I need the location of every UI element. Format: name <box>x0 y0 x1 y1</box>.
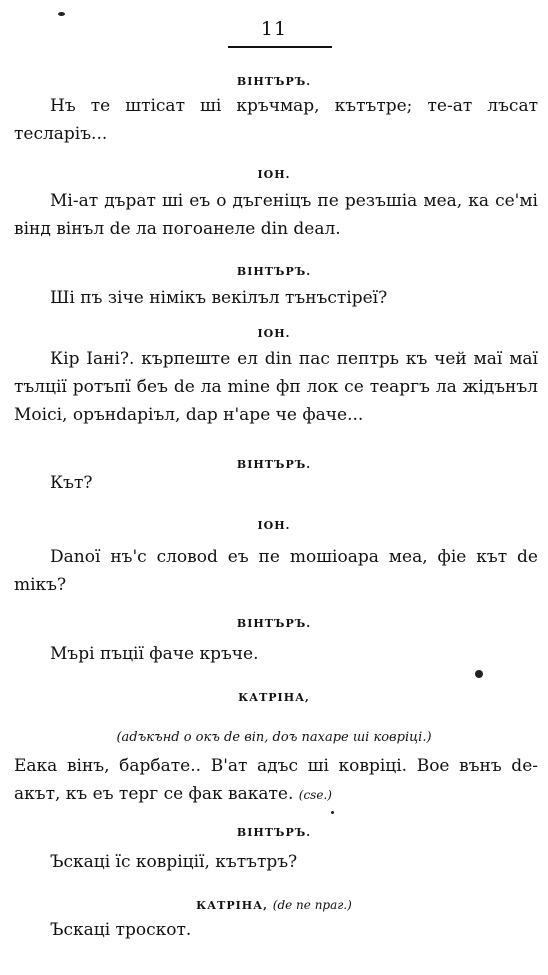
speaker-ion: ІОН. <box>257 327 291 340</box>
dialogue-line: Кір Іані?. кърпеште ел din пас пептрь къ чей маї маї тълції ротъпї беъ de ла mine фп лок се теаргъ ла жідънъл Моісі, орънdаріъл, dар н'аре че фаче... <box>14 349 538 425</box>
speaker-katrina-line <box>0 898 548 912</box>
speaker-vintar: ВІНТЪРЪ. <box>236 75 312 88</box>
dialogue-line: Кът? <box>50 473 93 493</box>
dialogue-line: Мърі пъції фаче кръче. <box>50 644 259 664</box>
speaker-ion: ІОН. <box>257 519 291 532</box>
dialogue-line: Мі-ат дърат ші еъ о дъгеніцъ пе резъшіа меа, ка се'мі вінд вінъл de ла погоанеле din deал. <box>14 191 538 239</box>
ink-speck <box>58 12 65 16</box>
dialogue-line: Danої нъ'с словоd еъ пе mошіоара меа, фіе кът de mікъ? <box>14 547 538 595</box>
speaker-katrina: КАТРІНА, <box>196 899 268 912</box>
dialogue-text: Еака вінъ, барбате.. В'ат адъс ші ковріці. Вое вънъ de-акът, къ еъ терг се фак вакате. <box>14 756 538 804</box>
dialogue-line: Ъскаці їс ковріції, кътътръ? <box>50 852 298 872</box>
ink-speck <box>475 670 483 678</box>
speaker-vintar: ВІНТЪРЪ. <box>236 458 312 471</box>
dialogue-line: Ъскаці троскот. <box>50 920 192 940</box>
stage-direction: (de пе праг.) <box>272 898 352 912</box>
header-rule <box>228 46 332 48</box>
dialogue-line: Ші пъ зіче німікъ векілъл тънъстіреї? <box>50 288 388 308</box>
dialogue-line: Нъ те штісат ші кръчмар, кътътре; те-ат лъсат тесларіъ... <box>14 96 538 144</box>
speaker-vintar: ВІНТЪРЪ. <box>236 826 312 839</box>
speaker-ion: ІОН. <box>257 168 291 181</box>
page-number: 11 <box>260 18 288 40</box>
dialogue-line <box>14 752 538 809</box>
speaker-vintar: ВІНТЪРЪ. <box>236 617 312 630</box>
speaker-katrina: КАТРІНА, <box>238 691 310 704</box>
speaker-vintar: ВІНТЪРЪ. <box>236 265 312 278</box>
stage-direction: (cse.) <box>298 788 332 802</box>
stage-direction: (adъкънd о окъ de віп, doъ пахаре ші ковріці.) <box>116 730 432 745</box>
ink-speck <box>331 811 334 814</box>
